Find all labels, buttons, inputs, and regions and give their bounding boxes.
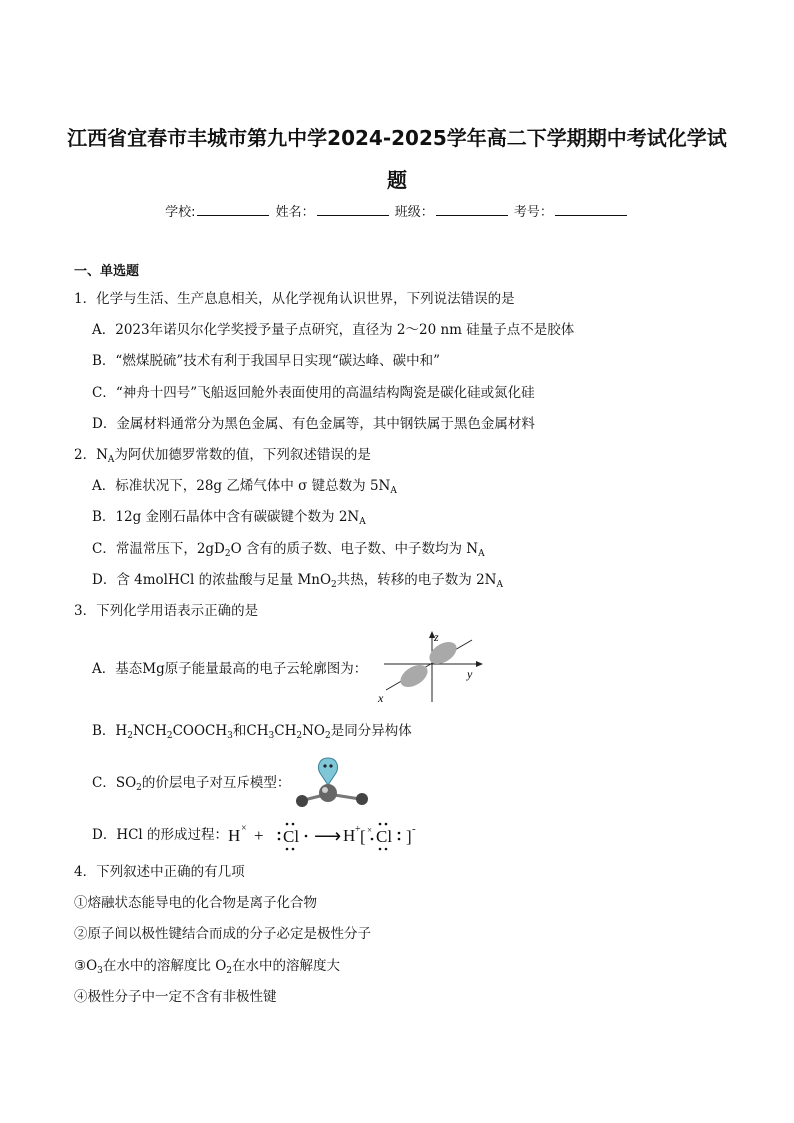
- q3-formula2-sub2: 2: [296, 731, 303, 741]
- q3-formula2-ch: CH: [246, 723, 269, 739]
- name-blank[interactable]: [317, 204, 389, 216]
- q4-item-3-text3: 在水中的溶解度大: [232, 958, 340, 974]
- eq-cl-ion: Cl: [376, 827, 393, 846]
- q2-stem: [74, 446, 371, 464]
- hcl-formation-equation: [226, 816, 422, 854]
- orbital-lobe-lower: [397, 660, 432, 691]
- q3-option-b-and: 和: [232, 723, 247, 739]
- q3-formula2-ch2: CH: [274, 723, 297, 739]
- q3-option-c-text: C．SO: [92, 775, 137, 791]
- y-axis-arrow: [476, 661, 483, 667]
- q3-option-b-text: 是同分异构体: [330, 723, 412, 739]
- eq-bracket-right: ]: [406, 827, 412, 846]
- q4-item-3-sub1: 3: [97, 966, 103, 976]
- lone-pair-electron-1: [323, 764, 326, 767]
- eq-h-atom: H: [228, 826, 241, 845]
- q2-symbol-n: N: [96, 447, 108, 463]
- so2-vsepr-model-figure: [292, 752, 372, 812]
- school-label: 学校:: [165, 205, 196, 220]
- q3-option-c-text2: 的价层电子对互斥模型：: [141, 775, 291, 791]
- q2-option-d-text: D．含 4molHCl 的浓盐酸与足量 MnO: [92, 572, 332, 588]
- q4-stem: 4．下列叙述中正确的有几项: [74, 864, 245, 880]
- q3-option-a: A．基态Mg原子能量最高的电子云轮廓图为：: [92, 661, 368, 677]
- sulfur-atom: [319, 784, 337, 802]
- q3-formula1-cooch: COOCH: [172, 723, 228, 739]
- x-axis-label: x: [378, 691, 384, 705]
- lone-pair-lobe: [319, 758, 338, 785]
- q3-formula1-nch: NCH: [132, 723, 167, 739]
- eq-arrow: ⟶: [314, 826, 342, 847]
- eq-cl-ion-charge: -: [412, 823, 416, 835]
- q3-stem: 3．下列化学用语表示正确的是: [74, 603, 259, 619]
- q2-option-c-text: C．常温常压下，2gD: [92, 541, 225, 557]
- school-blank[interactable]: [197, 204, 269, 216]
- lone-pair-electron-2: [329, 764, 332, 767]
- q2-option-b-sub: A: [359, 517, 366, 527]
- eq-cl-atom: Cl: [283, 827, 300, 846]
- eq-h-ion-charge: +: [355, 824, 361, 835]
- q3-formula1-sub2: 2: [166, 731, 173, 741]
- q2-option-c: [92, 540, 485, 558]
- sulfur-highlight: [322, 787, 328, 793]
- q4-item-3-text2: 在水中的溶解度比 O: [102, 958, 227, 974]
- q3-formula2-sub1: 3: [268, 731, 275, 741]
- q3-option-c-sub: 2: [136, 783, 142, 793]
- q3-option-b: [92, 722, 412, 740]
- q2-option-c-text2: O 含有的质子数、电子数、中子数均为 N: [230, 541, 479, 557]
- q4-item-4: ④极性分子中一定不含有非极性键: [74, 989, 277, 1005]
- name-label: 姓名：: [275, 205, 315, 220]
- q3-option-c: [92, 774, 290, 792]
- section-heading: 一、单选题: [74, 264, 140, 279]
- q2-option-a-text: A．标准状况下，28g 乙烯气体中 σ 键总数为 5N: [92, 478, 391, 494]
- q2-option-b: [92, 508, 366, 526]
- eq-h-electron: ×: [241, 823, 247, 834]
- q2-option-d-sub2: 2: [331, 580, 337, 590]
- q3-option-b-label: B．: [92, 723, 116, 739]
- q2-option-c-sub2: 2: [224, 549, 231, 559]
- q2-option-a: [92, 477, 397, 495]
- q1-stem: 1．化学与生活、生产息息相关，从化学视角认识世界，下列说法错误的是: [74, 291, 515, 307]
- z-axis-label: z: [434, 630, 439, 644]
- y-axis-label: y: [467, 667, 473, 681]
- q3-formula1-sub1: 2: [127, 731, 133, 741]
- x-axis-line: [386, 640, 472, 690]
- q3-option-d: D．HCl 的形成过程：: [92, 827, 229, 843]
- class-blank[interactable]: [436, 204, 508, 216]
- q3-formula2-sub3: 2: [324, 731, 331, 741]
- oxygen-atom-right: [356, 793, 368, 805]
- q4-item-3: [74, 957, 340, 975]
- q4-item-3-text: ③O: [74, 958, 98, 974]
- q2-option-d-sub: A: [496, 580, 503, 590]
- eq-h-ion: H: [343, 826, 356, 845]
- q2-option-d: [92, 571, 503, 589]
- exam-title-line1: 江西省宜春市丰城市第九中学2024-2025学年高二下学期期中考试化学试: [67, 126, 727, 150]
- q3-formula2-no: NO: [302, 723, 325, 739]
- exam-title-line2: 题: [387, 168, 407, 192]
- q1-option-c: C．“神舟十四号”飞船返回舱外表面使用的高温结构陶瓷是碳化硅或氮化硅: [92, 385, 535, 401]
- eq-plus: +: [254, 826, 264, 845]
- q2-stem-text: 为阿伏加德罗常数的值，下列叙述错误的是: [114, 447, 371, 463]
- exam-number-label: 考号：: [513, 205, 553, 220]
- q3-formula1-sub3: 3: [227, 731, 233, 741]
- exam-number-blank[interactable]: [555, 204, 627, 216]
- student-info-row: [0, 201, 794, 220]
- class-label: 班级：: [394, 205, 434, 220]
- q1-option-b: B．“燃煤脱硫”技术有利于我国早日实现“碳达峰、碳中和”: [92, 353, 441, 369]
- p-orbital-figure: [374, 630, 490, 706]
- eq-cl-ion-transferred-electron: ×: [367, 825, 373, 835]
- q1-option-d: D．金属材料通常分为黑色金属、有色金属等，其中钢铁属于黑色金属材料: [92, 416, 535, 432]
- q3-formula1-h: H: [115, 723, 128, 739]
- q2-option-c-sub: A: [478, 549, 485, 559]
- q4-item-2: ②原子间以极性键结合而成的分子必定是极性分子: [74, 926, 371, 942]
- q4-item-3-sub2: 2: [226, 966, 232, 976]
- q2-subscript-a: A: [107, 455, 115, 465]
- eq-bracket-left: [: [360, 827, 366, 846]
- q2-number: 2．: [74, 447, 97, 463]
- oxygen-atom-left: [296, 795, 308, 807]
- q2-option-b-text: B．12g 金刚石晶体中含有碳碳键个数为 2N: [92, 509, 360, 525]
- q2-option-d-text2: 共热，转移的电子数为 2N: [336, 572, 497, 588]
- q4-item-1: ①熔融状态能导电的化合物是离子化合物: [74, 895, 317, 911]
- q1-option-a: A．2023年诺贝尔化学奖授予量子点研究，直径为 2～20 nm 硅量子点不是胶体: [92, 322, 575, 338]
- q2-option-a-sub: A: [390, 486, 397, 496]
